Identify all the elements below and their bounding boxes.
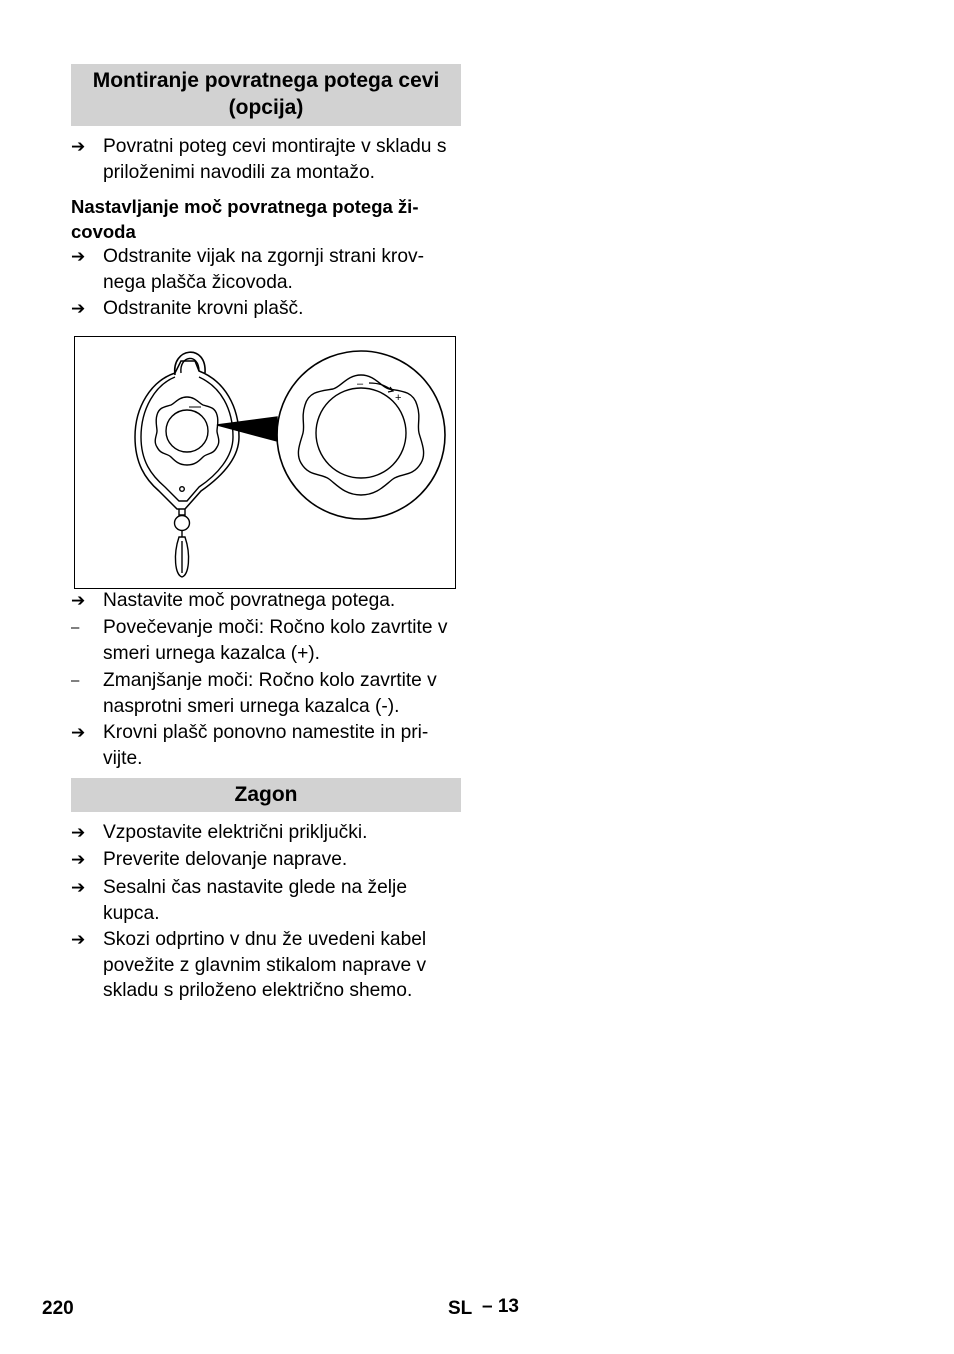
step-text: Krovni plašč ponovno namestite in pri-vijte. [103,722,429,769]
list-item [71,615,463,666]
heading-line: Zagon [234,783,298,806]
step-text: Skozi odprtino v dnu že uvedeni kabel povežite z glavnim stikalom naprave v skladu s priloženo električno shemo. [103,929,427,1001]
heading-line: Montiranje povratnega potega cevi [92,69,440,92]
step-text: Zmanjšanje moči: Ročno kolo zavrtite v nasprotni smeri urnega kazalca (-). [103,670,437,717]
section-page-number: – 13 [482,1296,519,1317]
subheading-line: covoda [71,221,136,242]
subheading-line: Nastavljanje moč povratnega potega ži- [71,196,419,217]
hose-reel-figure [74,336,456,589]
subsection-heading [71,194,463,244]
step-text: Nastavite moč povratnega potega. [103,590,396,611]
list-item [71,720,463,771]
step-text: Povratni poteg cevi montirajte v skladu s priloženimi navodili za montažo. [103,136,447,183]
page-number: 220 [42,1298,74,1319]
step-text: Povečevanje moči: Ročno kolo zavrtite v smeri urnega kazalca (+). [103,617,448,664]
step-text: Preverite delovanje naprave. [103,849,348,870]
minus-label: – [357,378,364,390]
heading-line: (opcija) [228,96,304,119]
dash-marker: – [71,672,80,689]
plus-label: + [395,392,402,404]
step-text: Sesalni čas nastavite glede na želje kupca. [103,877,407,924]
step-text: Odstranite krovni plašč. [103,298,304,319]
language-code: SL [448,1298,473,1319]
arrow-icon: ➔ [71,137,86,156]
arrow-icon: ➔ [71,823,86,842]
list-item [71,588,463,614]
list-item [71,820,463,846]
list-item [71,668,463,719]
step-text: Vzpostavite električni priključki. [103,822,368,843]
list-item [71,875,463,926]
step-text: Odstranite vijak na zgornji strani krov-nega plašča žicovoda. [103,246,424,293]
arrow-icon: ➔ [71,878,86,897]
hose-reel-illustration [75,337,455,588]
section-heading-montiranje [71,64,461,126]
arrow-icon: ➔ [71,247,86,266]
list-item [71,134,463,185]
arrow-icon: ➔ [71,850,86,869]
arrow-icon: ➔ [71,299,86,318]
dash-marker: – [71,619,80,636]
arrow-icon: ➔ [71,591,86,610]
arrow-icon: ➔ [71,930,86,949]
list-item [71,244,463,295]
list-item [71,847,463,873]
list-item [71,296,463,322]
section-heading-zagon [71,778,461,812]
arrow-icon: ➔ [71,723,86,742]
list-item [71,927,463,1004]
